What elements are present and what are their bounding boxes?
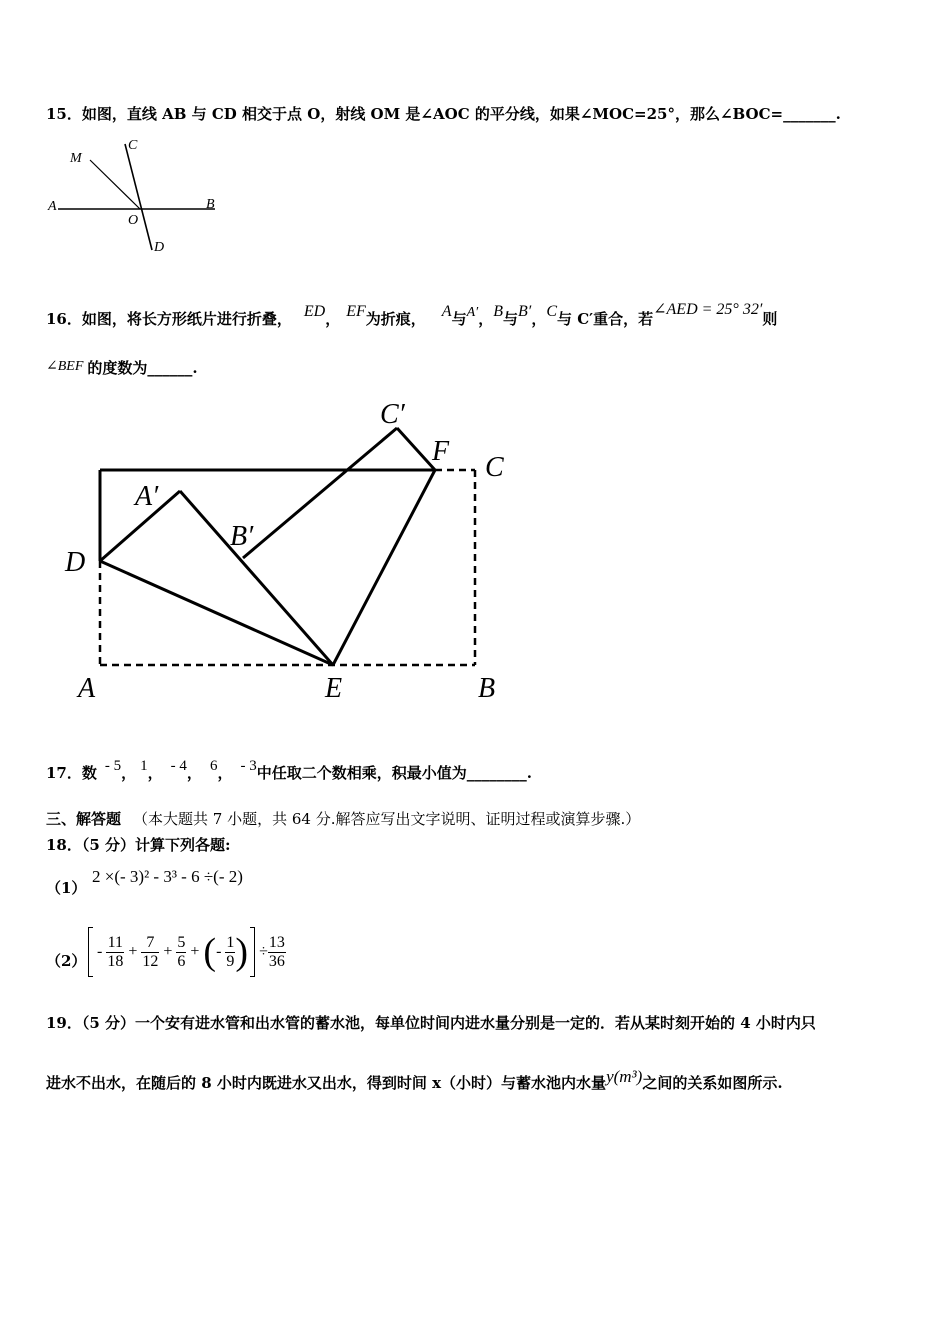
left-bracket — [88, 927, 93, 977]
q16-yu2: 与 — [503, 310, 519, 328]
fold-a-prime-e — [180, 491, 333, 665]
fraction-1 — [106, 934, 124, 971]
q16-b: B — [493, 303, 504, 320]
q19-line2a: 进水不出水，在随后的 8 小时内既进水又出水，得到时间 x（小时）与蓄水池内水量 — [46, 1074, 607, 1092]
fraction-5 — [268, 934, 286, 971]
plus-sign-2: + — [159, 943, 177, 960]
plus-sign-3: + — [186, 943, 204, 960]
fold-c-prime-b-prime — [243, 428, 397, 558]
q18-p1-expression — [92, 867, 243, 887]
q16-a: A — [441, 303, 452, 320]
label-c: C — [485, 452, 504, 483]
fraction-2-den: 12 — [142, 952, 159, 970]
q16-yu1: 与 — [451, 310, 467, 328]
fraction-1-num: 11 — [107, 933, 124, 951]
q16-text3: 与 C′重合，若 — [557, 310, 654, 328]
q17-number-4: 6 — [209, 758, 218, 774]
fraction-2 — [141, 934, 159, 971]
label-d: D — [154, 240, 165, 255]
q16-text5: 的度数为______. — [87, 359, 198, 377]
section3-heading — [46, 808, 640, 829]
q16-number: 16． — [46, 310, 82, 328]
fraction-4-num: 1 — [226, 933, 235, 951]
q16-text1: 如图，将长方形纸片进行折叠， — [81, 310, 292, 328]
label-m: M — [70, 151, 82, 166]
q19-line1-text: 19．（5 分）一个安有进水管和出水管的蓄水池，每单位时间内进水量分别是一定的．若从某时刻开始的 4 小时内只 — [46, 1014, 816, 1032]
line-cd — [125, 144, 152, 250]
label-a-prime: A′ — [135, 481, 159, 512]
label-b-prime: B′ — [230, 521, 254, 552]
q17-number-3: - 4 — [170, 758, 187, 774]
q16-angle-aed: ∠AED = 25° 32′ — [653, 301, 763, 318]
q18-header-text: 18．（5 分）计算下列各题: — [46, 836, 231, 854]
fraction-4-den: 9 — [226, 952, 235, 970]
q15-figure — [40, 132, 230, 262]
q15-text — [46, 103, 841, 124]
ray-om — [90, 160, 140, 209]
q17-number-5: - 3 — [240, 758, 257, 774]
q17-prefix: 数 — [81, 764, 97, 782]
q17-number: 17． — [46, 764, 82, 782]
plus-sign-1: + — [124, 943, 142, 960]
q16-text-line1: 16．如图，将长方形纸片进行折叠， ED， EF为折痕， A与A′，B与B′，C与 C′重合，若∠AED = 25° 32′则 — [46, 301, 778, 328]
q19-line2b: 之间的关系如图所示. — [642, 1074, 783, 1092]
q15-body: 如图，直线 AB 与 CD 相交于点 O，射线 OM 是∠AOC 的平分线，如果∠MOC=25°，那么∠BOC=_______. — [81, 105, 841, 123]
q18-p2-expression — [88, 926, 286, 978]
q18-part2-label — [46, 950, 86, 971]
fraction-3 — [176, 934, 186, 971]
q16-b-prime: B′ — [518, 303, 532, 320]
label-b: B — [206, 197, 215, 212]
section3-note: （本大题共 7 小题，共 64 分.解答应写出文字说明、证明过程或演算步骤.） — [133, 810, 641, 828]
q16-text4: 则 — [762, 310, 778, 328]
fraction-3-num: 5 — [177, 933, 186, 951]
q17-number-2: 1 — [140, 758, 148, 774]
q17-text: 17．数 - 5， 1， - 4， 6， - 3中任取二个数相乘，积最小值为________. — [46, 758, 532, 782]
section3-title: 三、解答题 — [46, 810, 122, 828]
q19-line2 — [46, 1067, 783, 1093]
label-d: D — [65, 547, 86, 578]
q17-number-1: - 5 — [104, 758, 122, 774]
q16-a-prime: A′ — [466, 305, 479, 320]
label-e: E — [325, 673, 343, 704]
fraction-1-den: 18 — [107, 952, 124, 970]
q18-p1-expr: 2 ×(- 3)² - 3³ - 6 ÷(- 2) — [92, 867, 243, 886]
fold-de — [100, 561, 333, 665]
q16-angle-bef: ∠BEF — [46, 359, 84, 374]
right-paren: ) — [235, 931, 249, 973]
q18-header — [46, 834, 231, 855]
minus-sign-2: - — [216, 943, 226, 960]
q19-line1 — [46, 1012, 816, 1033]
label-o: O — [128, 213, 139, 228]
q16-text-line2 — [46, 357, 198, 378]
label-c-prime: C′ — [380, 399, 405, 430]
q17-suffix: 中任取二个数相乘，积最小值为________. — [256, 764, 532, 782]
label-b: B — [478, 673, 496, 704]
divide-sign: ÷ — [255, 943, 268, 960]
q16-figure — [60, 390, 530, 710]
q16-ef: EF — [346, 303, 366, 320]
q19-ym3: y(m³) — [606, 1067, 643, 1086]
q16-c: C — [546, 303, 557, 320]
q18-part1 — [46, 877, 86, 898]
label-c: C — [128, 138, 138, 153]
fraction-5-num: 13 — [268, 933, 285, 951]
label-a: A — [48, 199, 57, 214]
fraction-4 — [225, 934, 235, 971]
label-a: A — [78, 673, 96, 704]
fold-ef — [333, 470, 435, 665]
q18-p1-label: （1） — [46, 879, 87, 897]
minus-sign-1: - — [97, 943, 107, 960]
label-f: F — [432, 436, 450, 467]
q16-text2: 为折痕， — [365, 310, 426, 328]
q15-number: 15． — [46, 105, 82, 123]
fraction-5-den: 36 — [268, 952, 285, 970]
q16-ed: ED — [303, 303, 326, 320]
fold-fc-prime — [397, 428, 435, 470]
q18-p2-label: （2） — [46, 952, 87, 970]
left-paren: ( — [203, 931, 217, 973]
fraction-3-den: 6 — [177, 952, 186, 970]
fraction-2-num: 7 — [141, 934, 159, 953]
